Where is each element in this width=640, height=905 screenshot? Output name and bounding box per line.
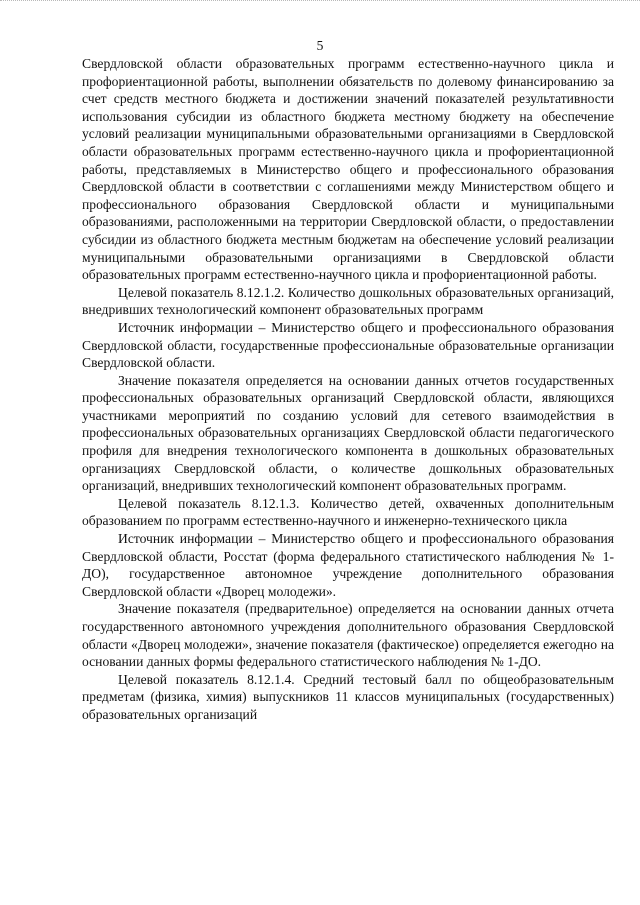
page-number: 5 (316, 38, 324, 53)
paragraph-indicator-8-12-1-3: Целевой показатель 8.12.1.3. Количество детей, охваченных дополнительным образованием по программ естественно-научного и инженерно-технического цикла (82, 495, 614, 529)
paragraph-source-8-12-1-3: Источник информации – Министерство общего и профессионального образования Свердловской области, Росстат (форма федерального статистического наблюдения № 1-ДО), государственное автономное учреждение дополнительного образования Свердловской области «Дворец молодежи». (82, 531, 614, 599)
paragraph-indicator-8-12-1-2: Целевой показатель 8.12.1.2. Количество дошкольных образовательных организаций, внедривших технологический компонент образовательных программ (82, 284, 614, 318)
paragraph-value-8-12-1-2: Значение показателя определяется на основании данных отчетов государственных профессиональных образовательных организаций Свердловской области, являющихся участниками мероприятий по созданию условий для сетевого взаимодействия в профессиональных образовательных организациях Свердловской области педагогического профиля для внедрения технологического компонента в дошкольных образовательных организациях Свердловской области, о количестве дошкольных образовательных организаций, внедривших технологический компонент образовательных программ. (82, 372, 614, 494)
document-body (82, 55, 614, 724)
page-top-edge (0, 0, 640, 4)
paragraph-continuation: Свердловской области образовательных программ естественно-научного цикла и профориентационной работы, выполнении обязательств по долевому финансированию за счет средств местного бюджета и достижении значений показателей результативности использования субсидии из областного бюджета местному бюджету на обеспечение условий реализации муниципальными образовательными организациями в Свердловской области образовательных программ естественно-научного цикла и профориентационной работы, представляемых в Министерство общего и профессионального образования Свердловской области в соответствии с соглашениями между Министерством общего и профессионального образования Свердловской области и муниципальными образованиями, расположенными на территории Свердловской области, о предоставлении субсидии из областного бюджета местным бюджетам на обеспечение условий реализации муниципальными образовательными организациями в Свердловской области образовательных программ естественно-научного цикла и профориентационной работы. (82, 56, 614, 283)
paragraph-indicator-8-12-1-4: Целевой показатель 8.12.1.4. Средний тестовый балл по общеобразовательным предметам (физика, химия) выпускников 11 классов муниципальных (государственных) образовательных организаций (82, 671, 614, 722)
paragraph-value-8-12-1-3: Значение показателя (предварительное) определяется на основании данных отчета государственного автономного учреждения дополнительного образования Свердловской области «Дворец молодежи», значение показателя (фактическое) определяется ежегодно на основании данных формы федерального статистического наблюдения № 1-ДО. (82, 601, 614, 670)
paragraph-source-8-12-1-2: Источник информации – Министерство общего и профессионального образования Свердловской области, государственные профессиональные образовательные организации Свердловской области. (82, 319, 614, 371)
